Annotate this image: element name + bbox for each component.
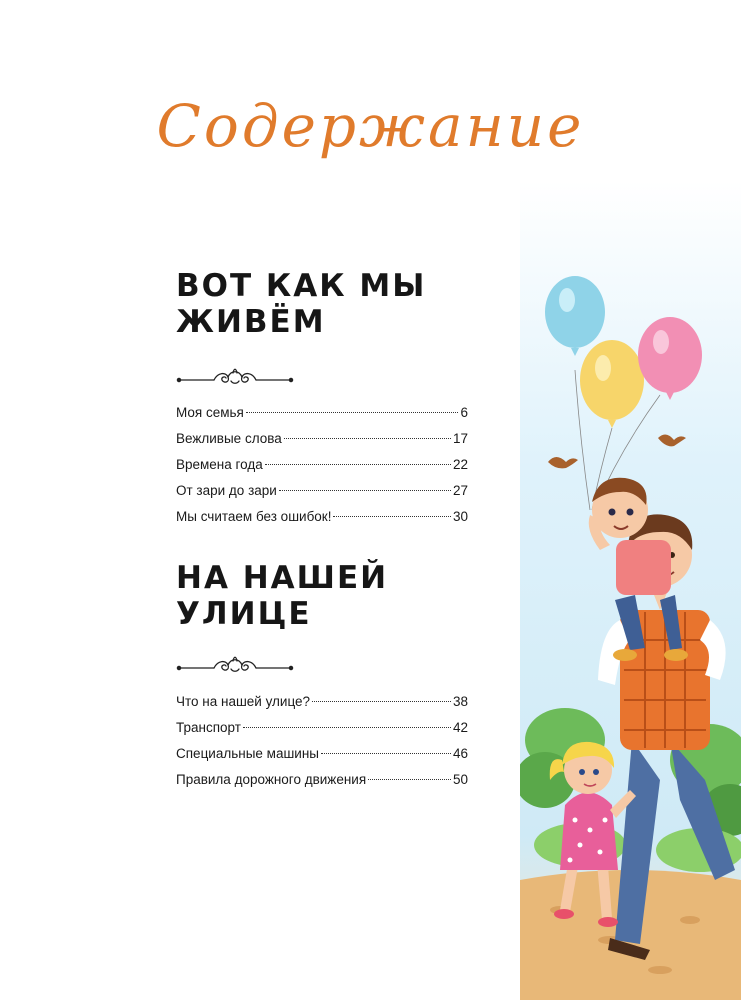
family-illustration [520, 180, 741, 1000]
ornament-divider-icon [176, 652, 294, 678]
leader-dots [312, 701, 451, 702]
toc-entry[interactable] [176, 741, 468, 767]
toc-entry-label: Специальные машины [176, 746, 319, 761]
toc-entry-page: 6 [460, 405, 468, 420]
toc-entry-page: 42 [452, 720, 468, 735]
leader-dots [321, 753, 451, 754]
toc-entry[interactable] [176, 452, 468, 478]
toc-list [176, 689, 468, 793]
toc-entry-label: Транспорт [176, 720, 241, 735]
toc-entry-page: 30 [452, 509, 468, 524]
toc-entry-page: 22 [452, 457, 468, 472]
leader-dots [284, 438, 451, 439]
leader-dots [333, 516, 451, 517]
leader-dots [243, 727, 451, 728]
ornament-divider-icon [176, 364, 294, 390]
section-heading: ВОТ КАК МЫ ЖИВЁМ [176, 268, 427, 340]
toc-entry[interactable] [176, 400, 468, 426]
toc-entry[interactable] [176, 715, 468, 741]
toc-entry-label: Моя семья [176, 405, 244, 420]
toc-entry-page: 38 [452, 694, 468, 709]
toc-entry-page: 17 [452, 431, 468, 446]
toc-entry-page: 46 [452, 746, 468, 761]
toc-entry[interactable] [176, 504, 468, 530]
toc-entry[interactable] [176, 767, 468, 793]
toc-entry-label: Мы считаем без ошибок! [176, 509, 332, 524]
toc-entry-label: Что на нашей улице? [176, 694, 311, 709]
page-title: Содержание [156, 92, 585, 160]
toc-entry-label: Времена года [176, 457, 263, 472]
toc-list [176, 400, 468, 530]
toc-entry-page: 27 [452, 483, 468, 498]
toc-entry[interactable] [176, 478, 468, 504]
leader-dots [265, 464, 451, 465]
leader-dots [279, 490, 451, 491]
toc-entry-label: От зари до зари [176, 483, 277, 498]
leader-dots [368, 779, 451, 780]
toc-entry[interactable] [176, 426, 468, 452]
toc-entry-label: Вежливые слова [176, 431, 282, 446]
toc-entry-page: 50 [452, 772, 468, 787]
leader-dots [246, 412, 459, 413]
toc-entry[interactable] [176, 689, 468, 715]
toc-entry-label: Правила дорожного движения [176, 772, 367, 787]
section-heading: НА НАШЕЙ УЛИЦЕ [176, 560, 389, 632]
